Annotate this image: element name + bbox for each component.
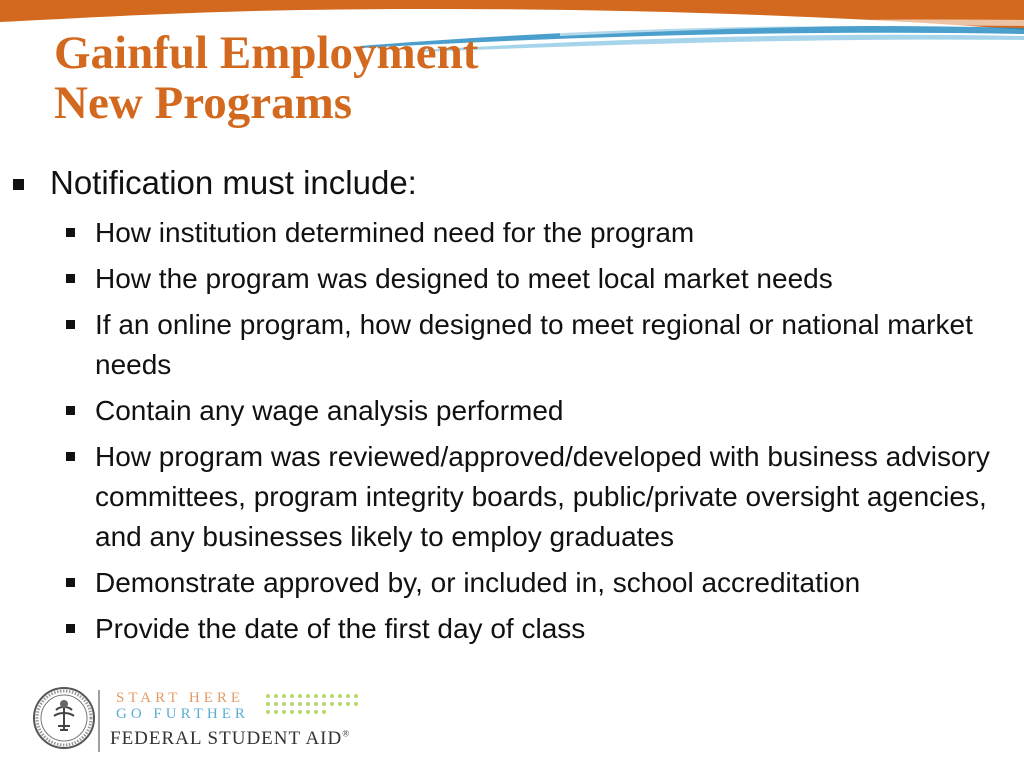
square-bullet-icon [66,320,75,329]
department-of-education-seal-icon [32,686,96,750]
sub-bullet-text: How institution determined need for the program [95,217,695,248]
main-bullet-text: Notification must include: [50,164,417,201]
brand-tagline-start-here: START HERE [116,690,245,706]
sub-bullet-item [0,259,1010,299]
sub-bullet-text: How program was reviewed/approved/developed with business advisory committees, program integrity boards, public/private oversight agencies, and any businesses likely to employ graduates [95,441,990,552]
trademark-symbol: ® [342,728,351,739]
slide-title-line-2: New Programs [54,77,353,129]
square-bullet-icon [66,578,75,587]
sub-bullet-text: If an online program, how designed to meet regional or national market needs [95,309,973,380]
sub-bullet-item [0,437,1010,557]
brand-name-text: FEDERAL STUDENT AID [110,728,343,749]
sub-bullet-text: Contain any wage analysis performed [95,395,564,426]
sub-bullet-item [0,213,1010,253]
sub-bullet-text: Demonstrate approved by, or included in, school accreditation [95,567,861,598]
federal-student-aid-logo [32,686,352,756]
sub-bullet-item [0,609,1010,649]
square-bullet-icon [66,406,75,415]
brand-block [98,690,358,754]
sub-bullet-text: How the program was designed to meet local market needs [95,263,833,294]
square-bullet-icon [66,624,75,633]
brand-dot-pattern-icon [264,692,360,720]
sub-bullet-item [0,563,1010,603]
slide-content [0,162,1010,649]
sub-bullet-item [0,305,1010,385]
slide-title-line-1: Gainful Employment [54,27,479,79]
square-bullet-icon [13,179,24,190]
brand-name [110,728,350,750]
square-bullet-icon [66,452,75,461]
brand-divider [98,690,100,752]
square-bullet-icon [66,274,75,283]
sub-bullet-text: Provide the date of the first day of class [95,613,586,644]
slide-title [54,28,478,128]
brand-tagline-go-further: GO FURTHER [116,706,249,722]
square-bullet-icon [66,228,75,237]
sub-bullet-item [0,391,1010,431]
main-bullet [0,162,1010,204]
